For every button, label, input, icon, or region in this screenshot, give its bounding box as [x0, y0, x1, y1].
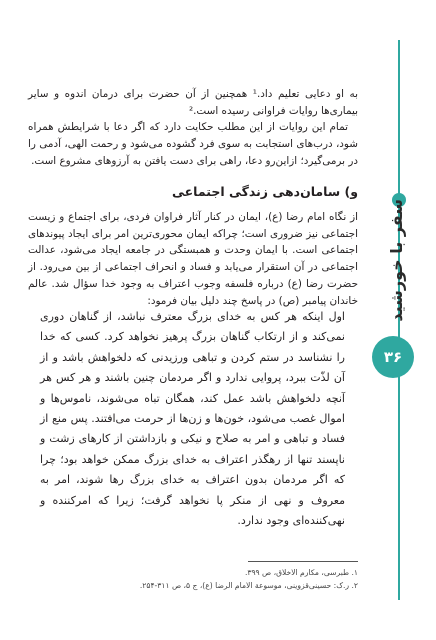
footnote-divider [248, 561, 358, 562]
quoted-text: اول اینکه هر کس به خدای بزرگ معترف نباشد، از گناهان دوری نمی‌کند و از ارتکاب گناهان بزرگ پرهیز نخواهد کرد. کسی که خدا را نشناسد در ستم کردن و تباهی ورزیدنی که دلخواهش باشد و از آن لذّت ببرد، پروایی ندارد و اگر مردمان چنین باشند و هر کس هر آنچه دلخواهش باشد عمل کند، همگان تباه می‌شوند، ناموس‌ها و اموال غصب می‌شود، خون‌ها و زن‌ها از حرمت می‌افتند. پس منع از فساد و تباهی و امر به صلاح و نیکی و بازداشتن از کارهای زشت و ناپسند تنها از رهگذر اعتراف به خدای بزرگ ممکن خواهد بود؛ چرا که اگر مردمان بدون اعتراف به خدای بزرگ رها شوند، امر به معروف و نهی از منکر پا نخواهد گرفت؛ زیرا که امرکننده و نهی‌کننده‌ای وجود ندارد. [40, 310, 345, 528]
intro-paragraph-1: به او دعایی تعلیم داد.¹ همچنین از آن حضرت برای درمان اندوه و سایر بیماری‌ها روایات فراوانی رسیده است.² [28, 88, 358, 117]
book-title-vertical [376, 198, 416, 322]
intro-text [28, 86, 358, 170]
footnotes [28, 566, 358, 592]
page-number-badge: ۳۶ [372, 336, 414, 378]
footnote-2: ۲. ر.ک: حسینی‌قزوینی، موسوعة الامام الرضا (ع)، ج ۵، ص ۳۱۱-۲۵۴. [139, 581, 358, 590]
section-heading: و) سامان‌دهی زندگی اجتماعی [171, 184, 358, 199]
book-title-text: سفر با خورشید [386, 198, 406, 322]
intro-paragraph-2: تمام این روایات از این مطلب حکایت دارد که اگر دعا با شرایطش همراه شود، درب‌های استجابت به سوی فرد گشوده می‌شود و رحمت الهی، آدمی را در برمی‌گیرد؛ ازاین‌رو دعا، راهی برای دست یافتن به آرزوهای مشروع است. [28, 121, 358, 167]
footnote-1: ۱. طبرسی، مکارم الاخلاق، ص ۳۹۹. [244, 568, 358, 577]
section-paragraph: از نگاه امام رضا (ع)، ایمان در کنار آثار فراوان فردی، برای اجتماع و زیست اجتماعی نیز ضروری است؛ چراکه ایمان محوری‌ترین امر برای ایجاد پیوندهای اجتماعی است. با ایمان وحدت و همبستگی در جامعه ایجاد می‌شود، عدالت اجتماعی در آن استقرار می‌یابد و فساد و انحراف اجتماعی از بین می‌رود. از حضرت رضا (ع) درباره فلسفه وجوب اعتراف به وجود خدا سؤال شد. عالم خاندان پیامبر (ص) در پاسخ چند دلیل بیان فرمود: [28, 211, 358, 307]
